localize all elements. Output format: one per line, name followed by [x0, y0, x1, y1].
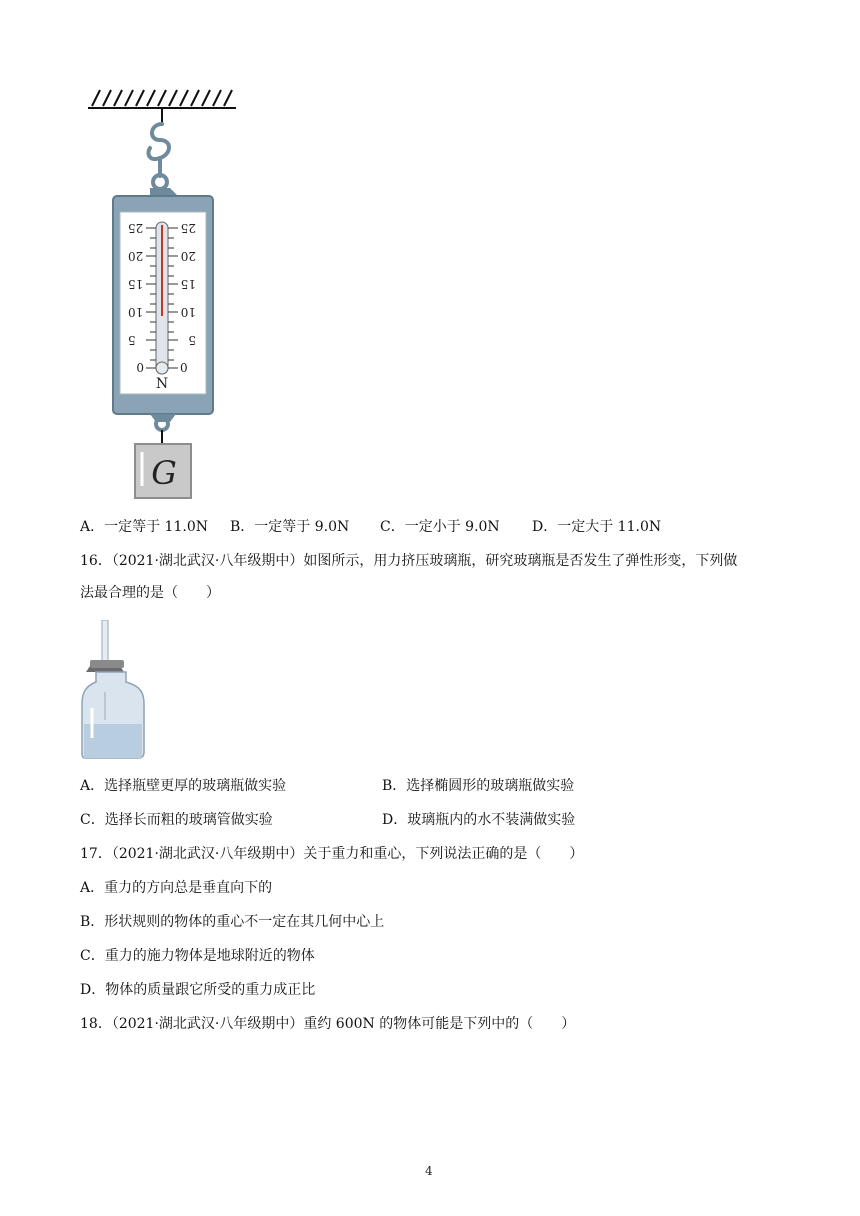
scale-unit-label: N	[155, 376, 169, 392]
q17-stem: 17．（2021·湖北武汉·八年级期中）关于重力和重心，下列说法正确的是（ ）	[80, 846, 584, 862]
q17-option-a[interactable]: A．重力的方向总是垂直向下的	[80, 880, 273, 896]
glass-bottle-figure	[80, 620, 150, 760]
q16-option-a[interactable]: A．选择瓶壁更厚的玻璃瓶做实验	[80, 778, 287, 794]
spring-scale-figure	[80, 84, 250, 504]
scale-label-left-25: 25	[128, 221, 144, 235]
q17-option-c[interactable]: C．重力的施力物体是地球附近的物体	[80, 948, 315, 964]
q15-option-d[interactable]: D．一定大于 11.0N	[532, 519, 662, 535]
hook-icon	[148, 108, 169, 189]
scale-label-left-5: 5	[128, 333, 136, 347]
q15-option-a[interactable]: A．一定等于 11.0N	[80, 519, 208, 535]
q16-stem-line1: 16．（2021·湖北武汉·八年级期中）如图所示，用力挤压玻璃瓶，研究玻璃瓶是否发生了弹性形变，下列做	[80, 553, 738, 569]
scale-label-left-0: 0	[136, 361, 144, 375]
weight-block	[135, 444, 191, 498]
q16-option-d[interactable]: D．玻璃瓶内的水不装满做实验	[382, 812, 576, 828]
q16-option-c[interactable]: C．选择长而粗的玻璃管做实验	[80, 812, 273, 828]
scale-label-left-10: 10	[128, 305, 144, 319]
scale-label-right-10: 10	[180, 305, 196, 319]
scale-label-right-15: 15	[180, 277, 196, 291]
scale-label-left-20: 20	[128, 249, 144, 263]
page-number: 4	[425, 1164, 433, 1178]
weight-label: G	[151, 454, 177, 492]
scale-label-right-25: 25	[180, 221, 196, 235]
q16-stem-line2: 法最合理的是（ ）	[80, 585, 220, 601]
spring-scale-body	[113, 188, 213, 444]
q15-option-b[interactable]: B．一定等于 9.0N	[230, 519, 350, 535]
scale-label-left-15: 15	[128, 277, 144, 291]
q15-option-c[interactable]: C．一定小于 9.0N	[380, 519, 500, 535]
ceiling-hatch	[88, 90, 236, 108]
scale-label-right-5: 5	[188, 333, 196, 347]
q18-stem: 18．（2021·湖北武汉·八年级期中）重约 600N 的物体可能是下列中的（ ）	[80, 1016, 576, 1032]
q17-option-b[interactable]: B．形状规则的物体的重心不一定在其几何中心上	[80, 914, 385, 930]
scale-label-right-20: 20	[180, 249, 196, 263]
q16-option-b[interactable]: B．选择椭圆形的玻璃瓶做实验	[382, 778, 575, 794]
q17-option-d[interactable]: D．物体的质量跟它所受的重力成正比	[80, 982, 316, 998]
scale-label-right-0: 0	[180, 361, 188, 375]
